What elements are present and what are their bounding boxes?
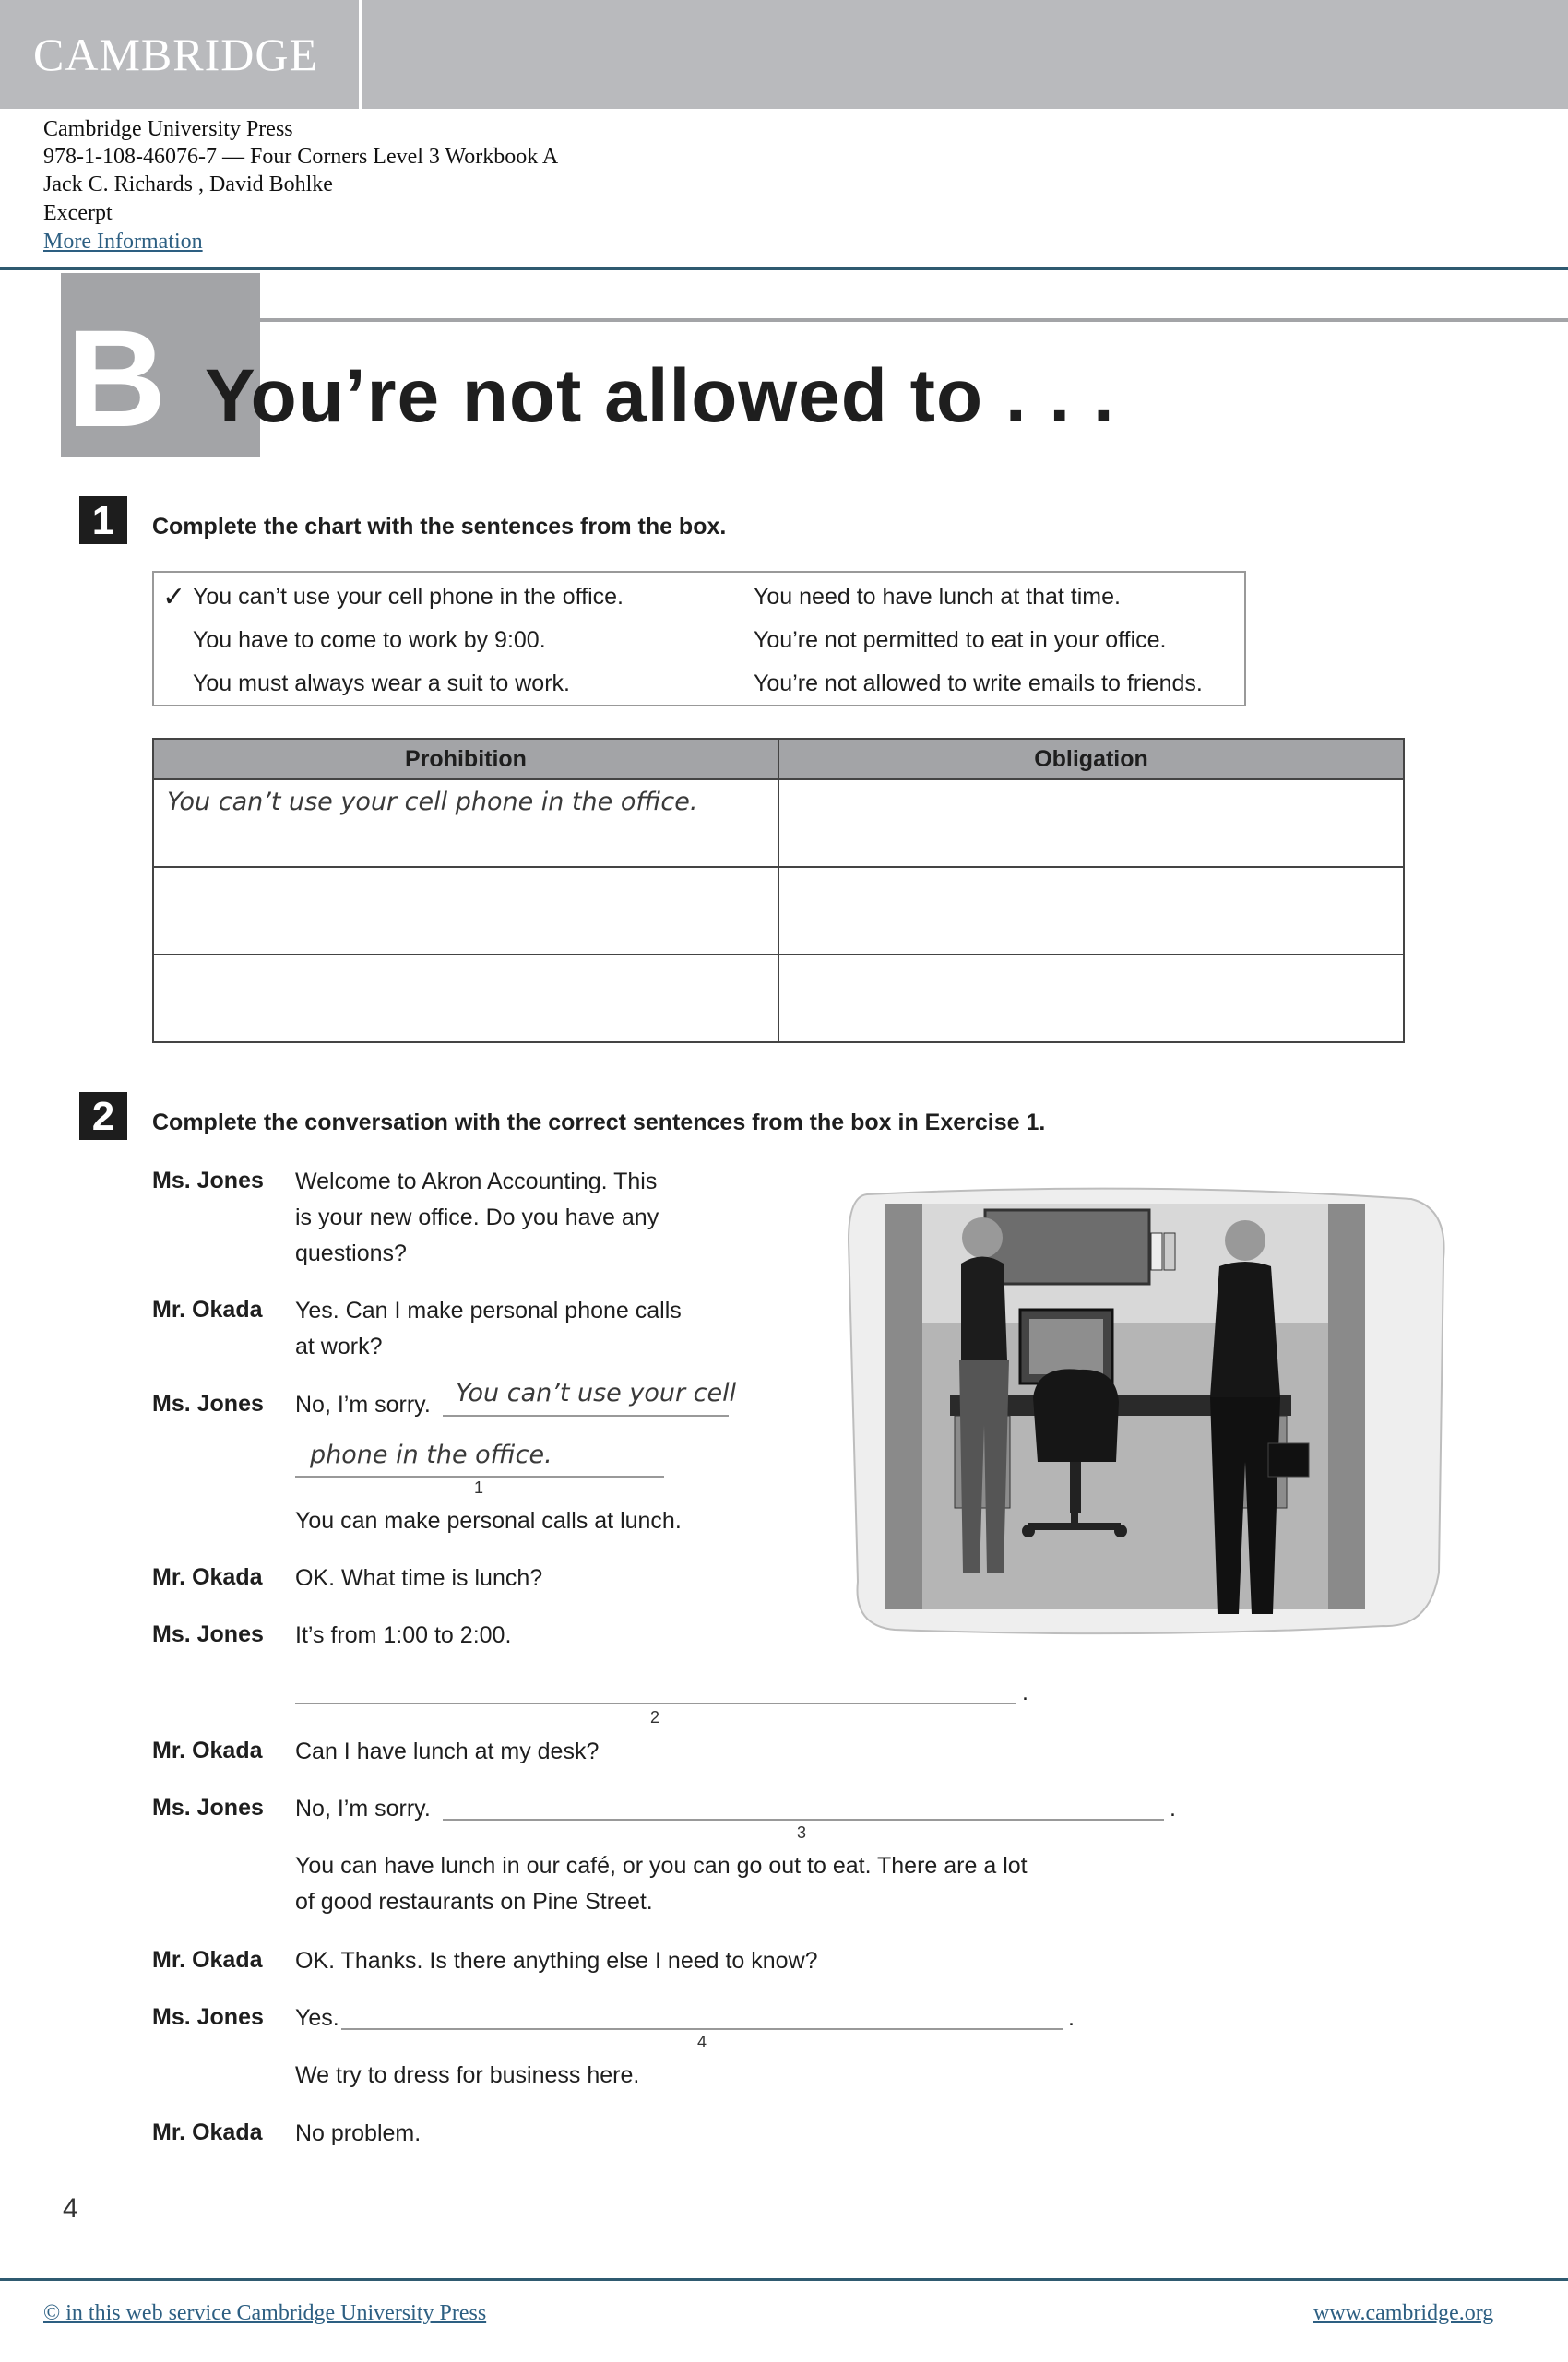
dialogue-line: OK. What time is lunch? (295, 1565, 543, 1591)
speaker-label: Ms. Jones (152, 1795, 264, 1821)
dialogue-line: questions? (295, 1240, 407, 1266)
speaker-label: Ms. Jones (152, 2004, 264, 2030)
prohibition-obligation-chart (152, 738, 1405, 1043)
dialogue-line: We try to dress for business here. (295, 2062, 640, 2088)
website-link[interactable]: www.cambridge.org (1313, 2301, 1494, 2325)
example-answer: You can’t use your cell phone in the office. (167, 788, 698, 816)
dialogue-line: No, I’m sorry. (295, 1392, 431, 1418)
answer-blank-3[interactable] (443, 1787, 1164, 1821)
obligation-cell[interactable] (778, 955, 1404, 1042)
title-rule (260, 318, 1568, 322)
dialogue-line: Yes. Can I make personal phone calls (295, 1298, 682, 1323)
prohibition-cell[interactable] (153, 955, 778, 1042)
publisher: Cambridge University Press (43, 117, 293, 141)
box-sentence: You have to come to work by 9:00. (193, 627, 546, 653)
dialogue-line: OK. Thanks. Is there anything else I need to know? (295, 1948, 818, 1974)
box-sentence: You can’t use your cell phone in the office. (193, 584, 624, 610)
answer-blank-2[interactable] (295, 1671, 1016, 1704)
blank-number: 1 (474, 1478, 484, 1497)
box-sentence: You’re not allowed to write emails to friends. (754, 671, 1203, 696)
copyright-link[interactable]: © in this web service Cambridge University Press (43, 2301, 487, 2325)
answer-blank-4[interactable] (341, 1997, 1063, 2030)
prohibition-header: Prohibition (153, 739, 778, 779)
answer-1-part-2: phone in the office. (310, 1441, 552, 1469)
obligation-cell[interactable] (778, 779, 1404, 867)
book-title: 978-1-108-46076-7 — Four Corners Level 3 Workbook A (43, 145, 559, 169)
prohibition-cell[interactable] (153, 867, 778, 955)
answer-1-part-1: You can’t use your cell (456, 1379, 737, 1407)
speaker-label: Ms. Jones (152, 1621, 264, 1647)
box-sentence: You must always wear a suit to work. (193, 671, 570, 696)
speaker-label: Ms. Jones (152, 1168, 264, 1193)
dialogue-line: No, I’m sorry. (295, 1796, 431, 1822)
obligation-header: Obligation (778, 739, 1404, 779)
header-divider (0, 267, 1568, 270)
exercise-1-instruction: Complete the chart with the sentences from the box. (152, 514, 727, 540)
exercise-2-instruction: Complete the conversation with the correct sentences from the box in Exercise 1. (152, 1110, 1046, 1135)
blank-number: 4 (697, 2033, 707, 2051)
dialogue-line: of good restaurants on Pine Street. (295, 1889, 653, 1915)
page-number: 4 (63, 2193, 78, 2224)
exercise-1-number: 1 (79, 496, 127, 544)
more-information-link[interactable]: More Information (43, 230, 203, 254)
speaker-label: Mr. Okada (152, 1564, 263, 1590)
excerpt-label: Excerpt (43, 201, 113, 225)
dialogue-line: It’s from 1:00 to 2:00. (295, 1622, 512, 1648)
obligation-cell[interactable] (778, 867, 1404, 955)
check-mark-icon: ✓ (162, 582, 186, 612)
dialogue-line: at work? (295, 1334, 383, 1359)
exercise-2-number: 2 (79, 1092, 127, 1140)
speaker-label: Mr. Okada (152, 1738, 263, 1763)
blank-period: . (1170, 1796, 1176, 1822)
dialogue-line: No problem. (295, 2120, 422, 2146)
dialogue-line: Can I have lunch at my desk? (295, 1739, 600, 1764)
dialogue-line: You can have lunch in our café, or you can go out to eat. There are a lot (295, 1853, 1028, 1879)
dialogue-line: is your new office. Do you have any (295, 1205, 659, 1230)
speaker-label: Mr. Okada (152, 1297, 263, 1323)
box-sentence: You need to have lunch at that time. (754, 584, 1121, 610)
dialogue-line: Welcome to Akron Accounting. This (295, 1169, 658, 1194)
authors: Jack C. Richards , David Bohlke (43, 172, 333, 196)
lesson-letter: B (66, 301, 167, 456)
speaker-label: Ms. Jones (152, 1391, 264, 1417)
blank-period: . (1022, 1680, 1028, 1705)
blank-period: . (1068, 2005, 1075, 2031)
speaker-label: Mr. Okada (152, 1947, 263, 1973)
blank-number: 2 (650, 1708, 660, 1727)
prohibition-cell[interactable] (153, 779, 778, 867)
dialogue-line: Yes. (295, 2005, 339, 2031)
office-illustration (839, 1185, 1448, 1637)
lesson-title: You’re not allowed to . . . (205, 354, 1115, 438)
footer-divider (0, 2278, 1568, 2281)
cambridge-logo: CAMBRIDGE (33, 29, 319, 80)
dialogue-line: You can make personal calls at lunch. (295, 1508, 682, 1534)
box-sentence: You’re not permitted to eat in your office. (754, 627, 1167, 653)
blank-number: 3 (797, 1823, 807, 1842)
speaker-label: Mr. Okada (152, 2119, 263, 2145)
